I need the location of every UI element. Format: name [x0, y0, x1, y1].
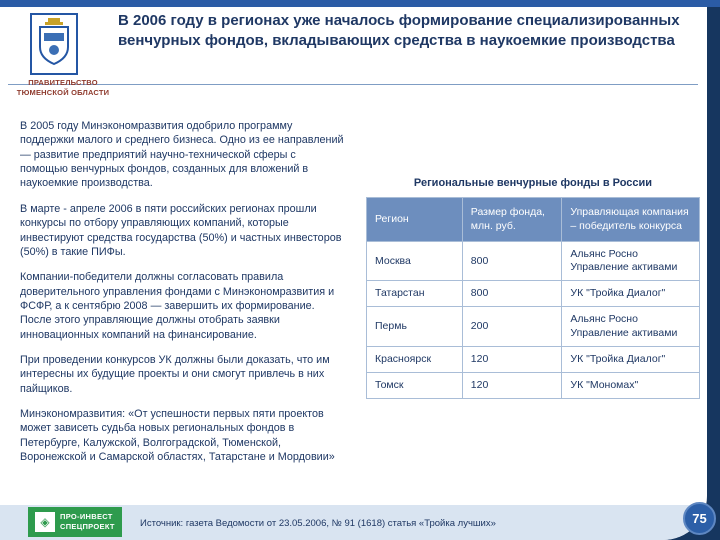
table-row	[367, 346, 700, 372]
regional-funds-table	[366, 197, 700, 399]
table-caption: Региональные венчурные фонды в России	[413, 177, 653, 189]
pro-invest-logo-text	[60, 512, 115, 532]
coat-of-arms-icon	[34, 17, 74, 71]
pro-invest-logo-line2: СПЕЦПРОЕКТ	[60, 522, 115, 531]
column-header-fund-size: Размер фонда, млн. руб.	[462, 198, 562, 242]
paragraph-3: Компании-победители должны согласовать правила доверительного управления фондами с Минэкономразвития и ФСФР, а к сентябрю 2008 — завершить их формирование. После этого управляющие должны отобрать заявки инновационных компаний на финансирование.	[20, 271, 335, 341]
table-row	[367, 372, 700, 398]
government-label: ПРАВИТЕЛЬСТВО ТЮМЕНСКОЙ ОБЛАСТИ	[16, 78, 110, 98]
cell-company: Альянс Росно Управление активами	[562, 242, 700, 281]
cell-region: Красноярск	[367, 346, 463, 372]
cell-fund-size: 120	[462, 372, 562, 398]
source-text: Источник: газета Ведомости от 23.05.2006, № 91 (1618) статья «Тройка лучших»	[140, 518, 496, 529]
pro-invest-logo-line1: ПРО-ИНВЕСТ	[60, 512, 113, 522]
column-header-region: Регион	[367, 198, 463, 242]
paragraph-5: Минэкономразвития: «От успешности первых пяти проектов может зависеть судьба новых региональных фондов в Петербурге, Калужской, Волгоградской, Тюменской, Воронежской и Самарской областях, Татарстане и Мордовии»	[20, 408, 335, 464]
cell-company: УК "Тройка Диалог"	[562, 346, 700, 372]
column-header-company: Управляющая компания – победитель конкурса	[562, 198, 700, 242]
cell-region: Татарстан	[367, 281, 463, 307]
cell-fund-size: 800	[462, 242, 562, 281]
cell-fund-size: 200	[462, 307, 562, 346]
slide-content	[0, 7, 707, 540]
cell-company: Альянс Росно Управление активами	[562, 307, 700, 346]
table-row	[367, 242, 700, 281]
cell-fund-size: 120	[462, 346, 562, 372]
table-row	[367, 307, 700, 346]
cell-region: Москва	[367, 242, 463, 281]
cell-region: Томск	[367, 372, 463, 398]
page-number-badge	[683, 502, 716, 535]
pro-invest-logo	[28, 507, 122, 537]
top-accent-strip	[0, 0, 720, 7]
cell-company: УК "Тройка Диалог"	[562, 281, 700, 307]
paragraph-4: При проведении конкурсов УК должны были доказать, что им интересны их будущие проекты и они смогут привлечь в них пайщиков.	[20, 354, 330, 395]
cell-fund-size: 800	[462, 281, 562, 307]
table-header-row	[367, 198, 700, 242]
cell-company: УК "Мономах"	[562, 372, 700, 398]
body-text	[20, 119, 344, 476]
cell-region: Пермь	[367, 307, 463, 346]
table-row	[367, 281, 700, 307]
pro-invest-icon: ◈	[35, 512, 55, 532]
paragraph-1: В 2005 году Минэкономразвития одобрило программу поддержки малого и среднего бизнеса. Одно из ее направлений — развитие предприятий научно-технической сферы с помощью венчурных фондов, созданных для вложений в наукоемкие производства.	[20, 120, 344, 190]
slide-title: В 2006 году в регионах уже началось формирование специализированных венчурных фондов, вкладывающих средства в наукоемкие производства	[118, 12, 680, 49]
paragraph-2: В марте - апреле 2006 в пяти российских регионах прошли конкурсы по отбору управляющих компаний, которые инвестируют средства государства (50%) и частных инвесторов (50%) в такие ПИФы.	[20, 202, 342, 258]
page-number: 75	[692, 511, 707, 526]
coat-of-arms-logo	[30, 13, 78, 75]
